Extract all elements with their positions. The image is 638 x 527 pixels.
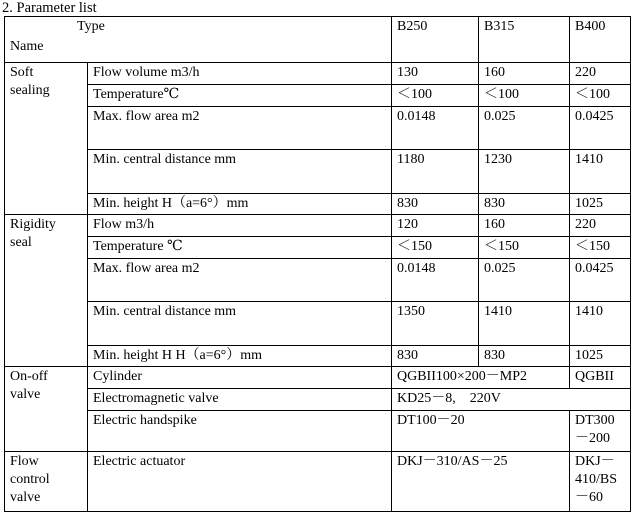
value-cell: 1180: [392, 150, 479, 194]
value-cell: 1350: [392, 302, 479, 346]
table-row: [5, 367, 631, 389]
value-cell: 0.0148: [392, 259, 479, 302]
table-row: [5, 346, 631, 367]
value-cell: 1410: [570, 302, 631, 346]
table-row: [5, 85, 631, 107]
group-label-soft-sealing: Soft sealing: [5, 63, 88, 215]
value-cell: ＜150: [570, 237, 631, 259]
value-cell: 1410: [570, 150, 631, 194]
corner-header-cell: [5, 17, 392, 63]
value-cell: 220: [570, 215, 631, 237]
value-cell: 0.0425: [570, 107, 631, 150]
value-cell: QGBII: [570, 367, 631, 389]
value-cell: 830: [392, 194, 479, 215]
header-row: [5, 17, 631, 63]
value-cell: 0.0148: [392, 107, 479, 150]
model-header-b400: B400: [570, 17, 631, 63]
param-label: Temperature℃: [88, 85, 392, 107]
param-label: Max. flow area m2: [88, 259, 392, 302]
table-row: [5, 452, 631, 512]
param-label: Electromagnetic valve: [88, 389, 392, 411]
table-row: [5, 237, 631, 259]
value-cell: DKJ－310/AS－25: [392, 452, 570, 512]
value-cell: 1025: [570, 346, 631, 367]
param-label: Electric actuator: [88, 452, 392, 512]
param-label: Min. central distance mm: [88, 150, 392, 194]
value-cell: 830: [479, 346, 570, 367]
table-row: [5, 302, 631, 346]
group-label-flow-control-valve: Flow control valve: [5, 452, 88, 512]
model-header-b315: B315: [479, 17, 570, 63]
table-row: [5, 194, 631, 215]
group-label-rigidity-seal: Rigidity seal: [5, 215, 88, 367]
parameter-table: [4, 16, 631, 512]
value-cell: 160: [479, 63, 570, 85]
value-cell: ＜100: [479, 85, 570, 107]
value-cell: DKJ－ 410/BS －60: [570, 452, 631, 512]
param-label: Flow m3/h: [88, 215, 392, 237]
value-cell: 0.025: [479, 259, 570, 302]
value-cell: 220: [570, 63, 631, 85]
table-row: [5, 215, 631, 237]
name-label: Name: [10, 39, 44, 54]
value-cell: 0.0425: [570, 259, 631, 302]
table-row: [5, 411, 631, 452]
type-label: Type: [77, 19, 105, 34]
table-row: [5, 107, 631, 150]
value-cell: 830: [479, 194, 570, 215]
param-label: Flow volume m3/h: [88, 63, 392, 85]
value-cell: 0.025: [479, 107, 570, 150]
table-row: [5, 259, 631, 302]
param-label: Electric handspike: [88, 411, 392, 452]
param-label: Temperature ℃: [88, 237, 392, 259]
param-label: Min. height H H（a=6°）mm: [88, 346, 392, 367]
table-row: [5, 63, 631, 85]
param-label: Min. central distance mm: [88, 302, 392, 346]
model-header-b250: B250: [392, 17, 479, 63]
param-label: Max. flow area m2: [88, 107, 392, 150]
table-row: [5, 150, 631, 194]
value-cell: 160: [479, 215, 570, 237]
param-label: Min. height H（a=6°）mm: [88, 194, 392, 215]
value-cell: 120: [392, 215, 479, 237]
value-cell: DT100－20: [392, 411, 570, 452]
value-cell: QGBII100×200－MP2: [392, 367, 570, 389]
value-cell: ＜150: [479, 237, 570, 259]
table-row: [5, 389, 631, 411]
section-heading: 2. Parameter list: [2, 0, 97, 16]
value-cell: ＜150: [392, 237, 479, 259]
value-cell: 830: [392, 346, 479, 367]
value-cell: KD25－8, 220V: [392, 389, 631, 411]
param-label: Cylinder: [88, 367, 392, 389]
value-cell: 1230: [479, 150, 570, 194]
group-label-on-off-valve: On-off valve: [5, 367, 88, 452]
value-cell: ＜100: [570, 85, 631, 107]
value-cell: 1025: [570, 194, 631, 215]
value-cell: ＜100: [392, 85, 479, 107]
value-cell: 1410: [479, 302, 570, 346]
value-cell: DT300 －200: [570, 411, 631, 452]
value-cell: 130: [392, 63, 479, 85]
